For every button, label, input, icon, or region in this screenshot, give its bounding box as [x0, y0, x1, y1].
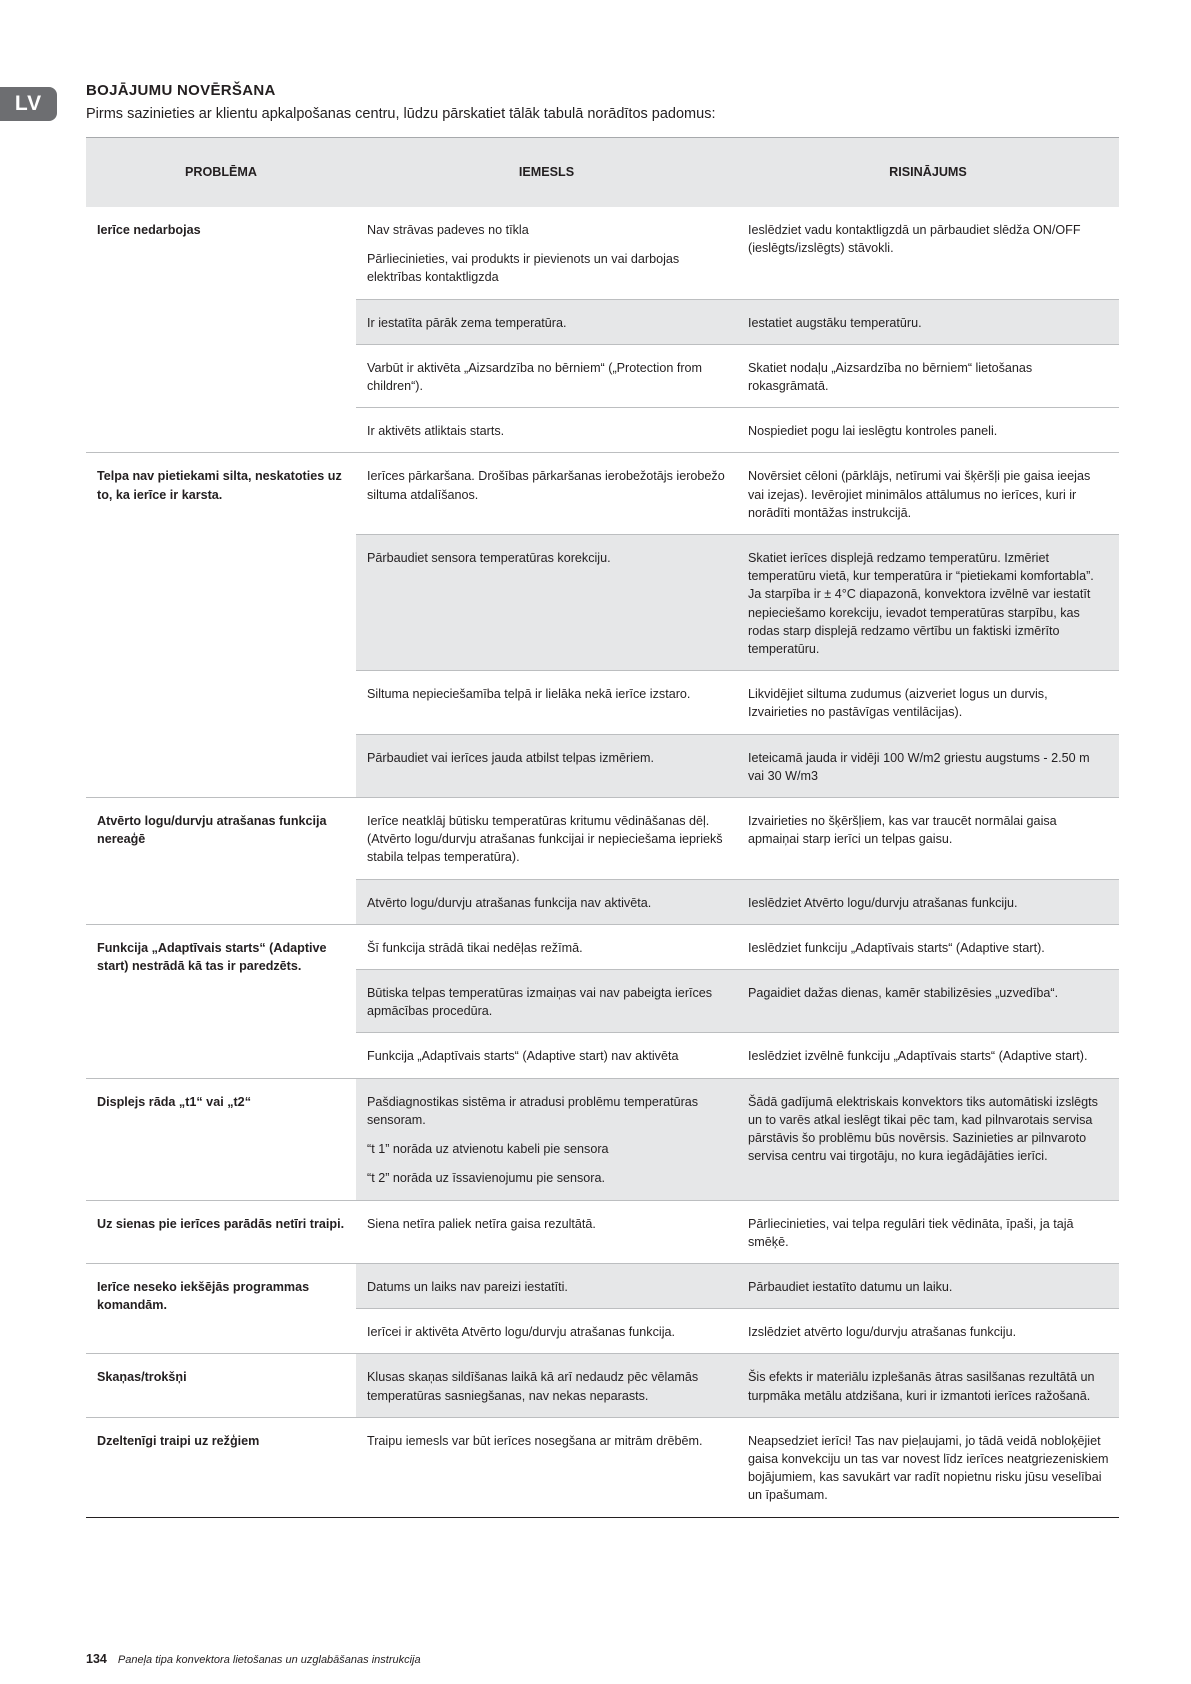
solution-cell	[737, 299, 1119, 344]
cause-text: Klusas skaņas sildīšanas laikā kā arī nedaudz pēc vēlamās temperatūras sasniegšanas, nav nekas neparasts.	[367, 1370, 699, 1403]
table-row	[86, 207, 1119, 299]
cause-text: Ierīcei ir aktivēta Atvērto logu/durvju atrašanas funkcija.	[367, 1325, 675, 1340]
solution-text: Skatiet nodaļu „Aizsardzība no bērniem“ lietošanas rokasgrāmatā.	[748, 360, 1033, 394]
solution-cell	[737, 734, 1119, 797]
problem-cell: Skaņas/trokšņi	[86, 1354, 356, 1417]
table-row	[86, 1417, 1119, 1517]
cause-cell	[356, 1033, 737, 1078]
cause-cell	[356, 734, 737, 797]
solution-cell	[737, 535, 1119, 671]
solution-text: Novērsiet cēloni (pārklājs, netīrumi vai šķēršļi pie gaisa ieejas vai izejas). Ievērojiet minimālos attālumus no ierīces, kuri ir norādīti montāžas instrukcijā.	[748, 469, 1091, 520]
table-row	[86, 1263, 1119, 1308]
solution-cell	[737, 970, 1119, 1033]
troubleshooting-table	[86, 137, 1119, 1518]
problem-cell: Funkcija „Adaptīvais starts“ (Adaptive start) nestrādā kā tas ir paredzēts.	[86, 924, 356, 1078]
solution-cell	[737, 879, 1119, 924]
solution-text: Izslēdziet atvērto logu/durvju atrašanas funkciju.	[748, 1325, 1017, 1340]
cause-cell	[356, 798, 737, 880]
cause-text: Datums un laiks nav pareizi iestatīti.	[367, 1279, 568, 1294]
table-row	[86, 1200, 1119, 1263]
solution-cell	[737, 1263, 1119, 1308]
section-title: BOJĀJUMU NOVĒRŠANA	[86, 82, 276, 99]
solution-cell	[737, 671, 1119, 734]
solution-text: Izvairieties no šķēršļiem, kas var traucēt normālai gaisa apmaiņai starp ierīci un telpas gaisu.	[748, 814, 1057, 847]
cause-cell	[356, 671, 737, 734]
cause-text: Pārbaudiet vai ierīces jauda atbilst telpas izmēriem.	[367, 750, 654, 765]
problem-cell: Telpa nav pietiekami silta, neskatoties uz to, ka ierīce ir karsta.	[86, 453, 356, 798]
cause-cell	[356, 1309, 737, 1354]
solution-text: Skatiet ierīces displejā redzamo temperatūru. Izmēriet temperatūru vietā, kur temperatūra ir “pietiekami komfortabla”. Ja starpība ir ± 4°C diapazonā, konvektora izvēlnē var iestatīt nepieciešamo korekciju, ievadot temperatūras starpību, kas rodas starp displejā redzamo vērtību un faktiski izmērīto temperatūru.	[748, 551, 1094, 657]
cause-text: Siena netīra paliek netīra gaisa rezultātā.	[367, 1216, 596, 1231]
cause-text: Funkcija „Adaptīvais starts“ (Adaptive start) nav aktivēta	[367, 1049, 679, 1064]
solution-text: Neapsedziet ierīci! Tas nav pieļaujami, jo tādā veidā nobloķējiet gaisa konvekciju un tas var novest līdz ierīces neatgriezeniskiem bojājumiem, kas savukārt var radīt nopietnu risku jūsu veselībai un īpašumam.	[748, 1433, 1109, 1503]
solution-cell	[737, 1309, 1119, 1354]
page-number: 134	[86, 1652, 107, 1666]
solution-cell	[737, 1354, 1119, 1417]
footer-text: Paneļa tipa konvektora lietošanas un uzglabāšanas instrukcija	[117, 1654, 421, 1666]
cause-text: “t 1” norāda uz atvienotu kabeli pie sensora	[367, 1142, 609, 1157]
cause-cell	[356, 453, 737, 535]
solution-cell	[737, 1033, 1119, 1078]
solution-text: Iestatiet augstāku temperatūru.	[748, 315, 922, 330]
header-solution: RISINĀJUMS	[737, 138, 1119, 208]
solution-cell	[737, 798, 1119, 880]
cause-text: Ierīces pārkaršana. Drošības pārkaršanas ierobežotājs ierobežo siltuma atdalīšanos.	[367, 469, 725, 502]
problem-cell: Ierīce nedarbojas	[86, 207, 356, 453]
table-body	[86, 207, 1119, 1517]
cause-text: Būtiska telpas temperatūras izmaiņas vai nav pabeigta ierīces apmācības procedūra.	[367, 986, 713, 1019]
problem-cell: Uz sienas pie ierīces parādās netīri traipi.	[86, 1200, 356, 1263]
solution-cell	[737, 1078, 1119, 1200]
cause-text: Siltuma nepieciešamība telpā ir lielāka nekā ierīce izstaro.	[367, 687, 691, 702]
solution-text: Pārbaudiet iestatīto datumu un laiku.	[748, 1279, 953, 1294]
cause-cell	[356, 879, 737, 924]
page-footer	[86, 1652, 421, 1666]
table-row	[86, 453, 1119, 535]
cause-text: Traipu iemesls var būt ierīces nosegšana ar mitrām drēbēm.	[367, 1433, 703, 1448]
table-row	[86, 798, 1119, 880]
solution-text: Pagaidiet dažas dienas, kamēr stabilizēsies „uzvedība“.	[748, 986, 1059, 1001]
solution-cell	[737, 453, 1119, 535]
solution-text: Ieslēdziet izvēlnē funkciju „Adaptīvais starts“ (Adaptive start).	[748, 1049, 1088, 1064]
solution-text: Likvidējiet siltuma zudumus (aizveriet logus un durvis, Izvairieties no pastāvīgas ventilācijas).	[748, 687, 1048, 720]
problem-cell: Displejs rāda „t1“ vai „t2“	[86, 1078, 356, 1200]
problem-cell: Ierīce neseko iekšējās programmas komandām.	[86, 1263, 356, 1353]
cause-cell	[356, 1078, 737, 1200]
header-cause: IEMESLS	[356, 138, 737, 208]
cause-cell	[356, 299, 737, 344]
solution-cell	[737, 1200, 1119, 1263]
cause-cell	[356, 207, 737, 299]
cause-cell	[356, 344, 737, 407]
table-row	[86, 1078, 1119, 1200]
table-row	[86, 1354, 1119, 1417]
solution-text: Ieteicamā jauda ir vidēji 100 W/m2 griestu augstums - 2.50 m vai 30 W/m3	[748, 750, 1090, 783]
cause-cell	[356, 924, 737, 969]
solution-cell	[737, 344, 1119, 407]
cause-cell	[356, 1263, 737, 1308]
cause-cell	[356, 535, 737, 671]
solution-text: Pārliecinieties, vai telpa regulāri tiek vēdināta, īpaši, ja tajā smēķē.	[748, 1216, 1074, 1249]
cause-cell	[356, 408, 737, 453]
cause-text: Ir aktivēts atliktais starts.	[367, 424, 505, 439]
cause-cell	[356, 1354, 737, 1417]
cause-text: Nav strāvas padeves no tīkla	[367, 223, 529, 237]
cause-text: Varbūt ir aktivēta „Aizsardzība no bērniem“ („Protection from children“).	[367, 360, 703, 394]
cause-text: Ierīce neatklāj būtisku temperatūras kritumu vēdināšanas dēļ. (Atvērto logu/durvju atrašanas funkcijai ir nepieciešama iepriekš stabila telpas temperatūra).	[367, 814, 723, 865]
cause-text: Pārliecinieties, vai produkts ir pievienots un vai darbojas elektrības kontaktligzda	[367, 252, 680, 285]
solution-text: Ieslēdziet funkciju „Adaptīvais starts“ (Adaptive start).	[748, 940, 1045, 955]
problem-cell: Dzeltenīgi traipi uz režģiem	[86, 1417, 356, 1517]
cause-text: Ir iestatīta pārāk zema temperatūra.	[367, 315, 567, 330]
intro-text: Pirms sazinieties ar klientu apkalpošanas centru, lūdzu pārskatiet tālāk tabulā norādītos padomus:	[86, 106, 716, 122]
cause-text: Šī funkcija strādā tikai nedēļas režīmā.	[367, 940, 583, 955]
cause-text: “t 2” norāda uz īssavienojumu pie sensora.	[367, 1171, 606, 1186]
table-header-row	[86, 138, 1119, 208]
solution-text: Nospiediet pogu lai ieslēgtu kontroles paneli.	[748, 424, 998, 439]
solution-text: Ieslēdziet Atvērto logu/durvju atrašanas funkciju.	[748, 895, 1018, 910]
solution-text: Šādā gadījumā elektriskais konvektors tiks automātiski izslēgts un to varēs atkal ieslēgt tikai pēc tam, kad pilnvarotais servisa pārstāvis šo problēmu būs novērsis. Sazinieties ar pilnvaroto servisa centru vai tirgotāju, no kura iegādājāties ierīci.	[748, 1094, 1098, 1164]
solution-text: Šis efekts ir materiālu izplešanās ātras sasilšanas rezultātā un turpmāka metālu atdzišana, kuri ir izmantoti ierīces ražošanā.	[748, 1370, 1095, 1403]
cause-cell	[356, 1417, 737, 1517]
cause-text: Pašdiagnostikas sistēma ir atradusi problēmu temperatūras sensoram.	[367, 1094, 699, 1127]
problem-cell: Atvērto logu/durvju atrašanas funkcija nereaģē	[86, 798, 356, 925]
troubleshooting-table-container	[86, 137, 1119, 1518]
header-problem: PROBLĒMA	[86, 138, 356, 208]
cause-cell	[356, 1200, 737, 1263]
cause-text: Pārbaudiet sensora temperatūras korekciju.	[367, 551, 611, 566]
table-row	[86, 924, 1119, 969]
solution-cell	[737, 924, 1119, 969]
cause-cell	[356, 970, 737, 1033]
solution-text: Ieslēdziet vadu kontaktligzdā un pārbaudiet slēdža ON/OFF (ieslēgts/izslēgts) stāvokli.	[748, 223, 1081, 256]
solution-cell	[737, 408, 1119, 453]
language-tab: LV	[0, 87, 57, 121]
solution-cell	[737, 1417, 1119, 1517]
solution-cell	[737, 207, 1119, 299]
cause-text: Atvērto logu/durvju atrašanas funkcija nav aktivēta.	[367, 895, 652, 910]
